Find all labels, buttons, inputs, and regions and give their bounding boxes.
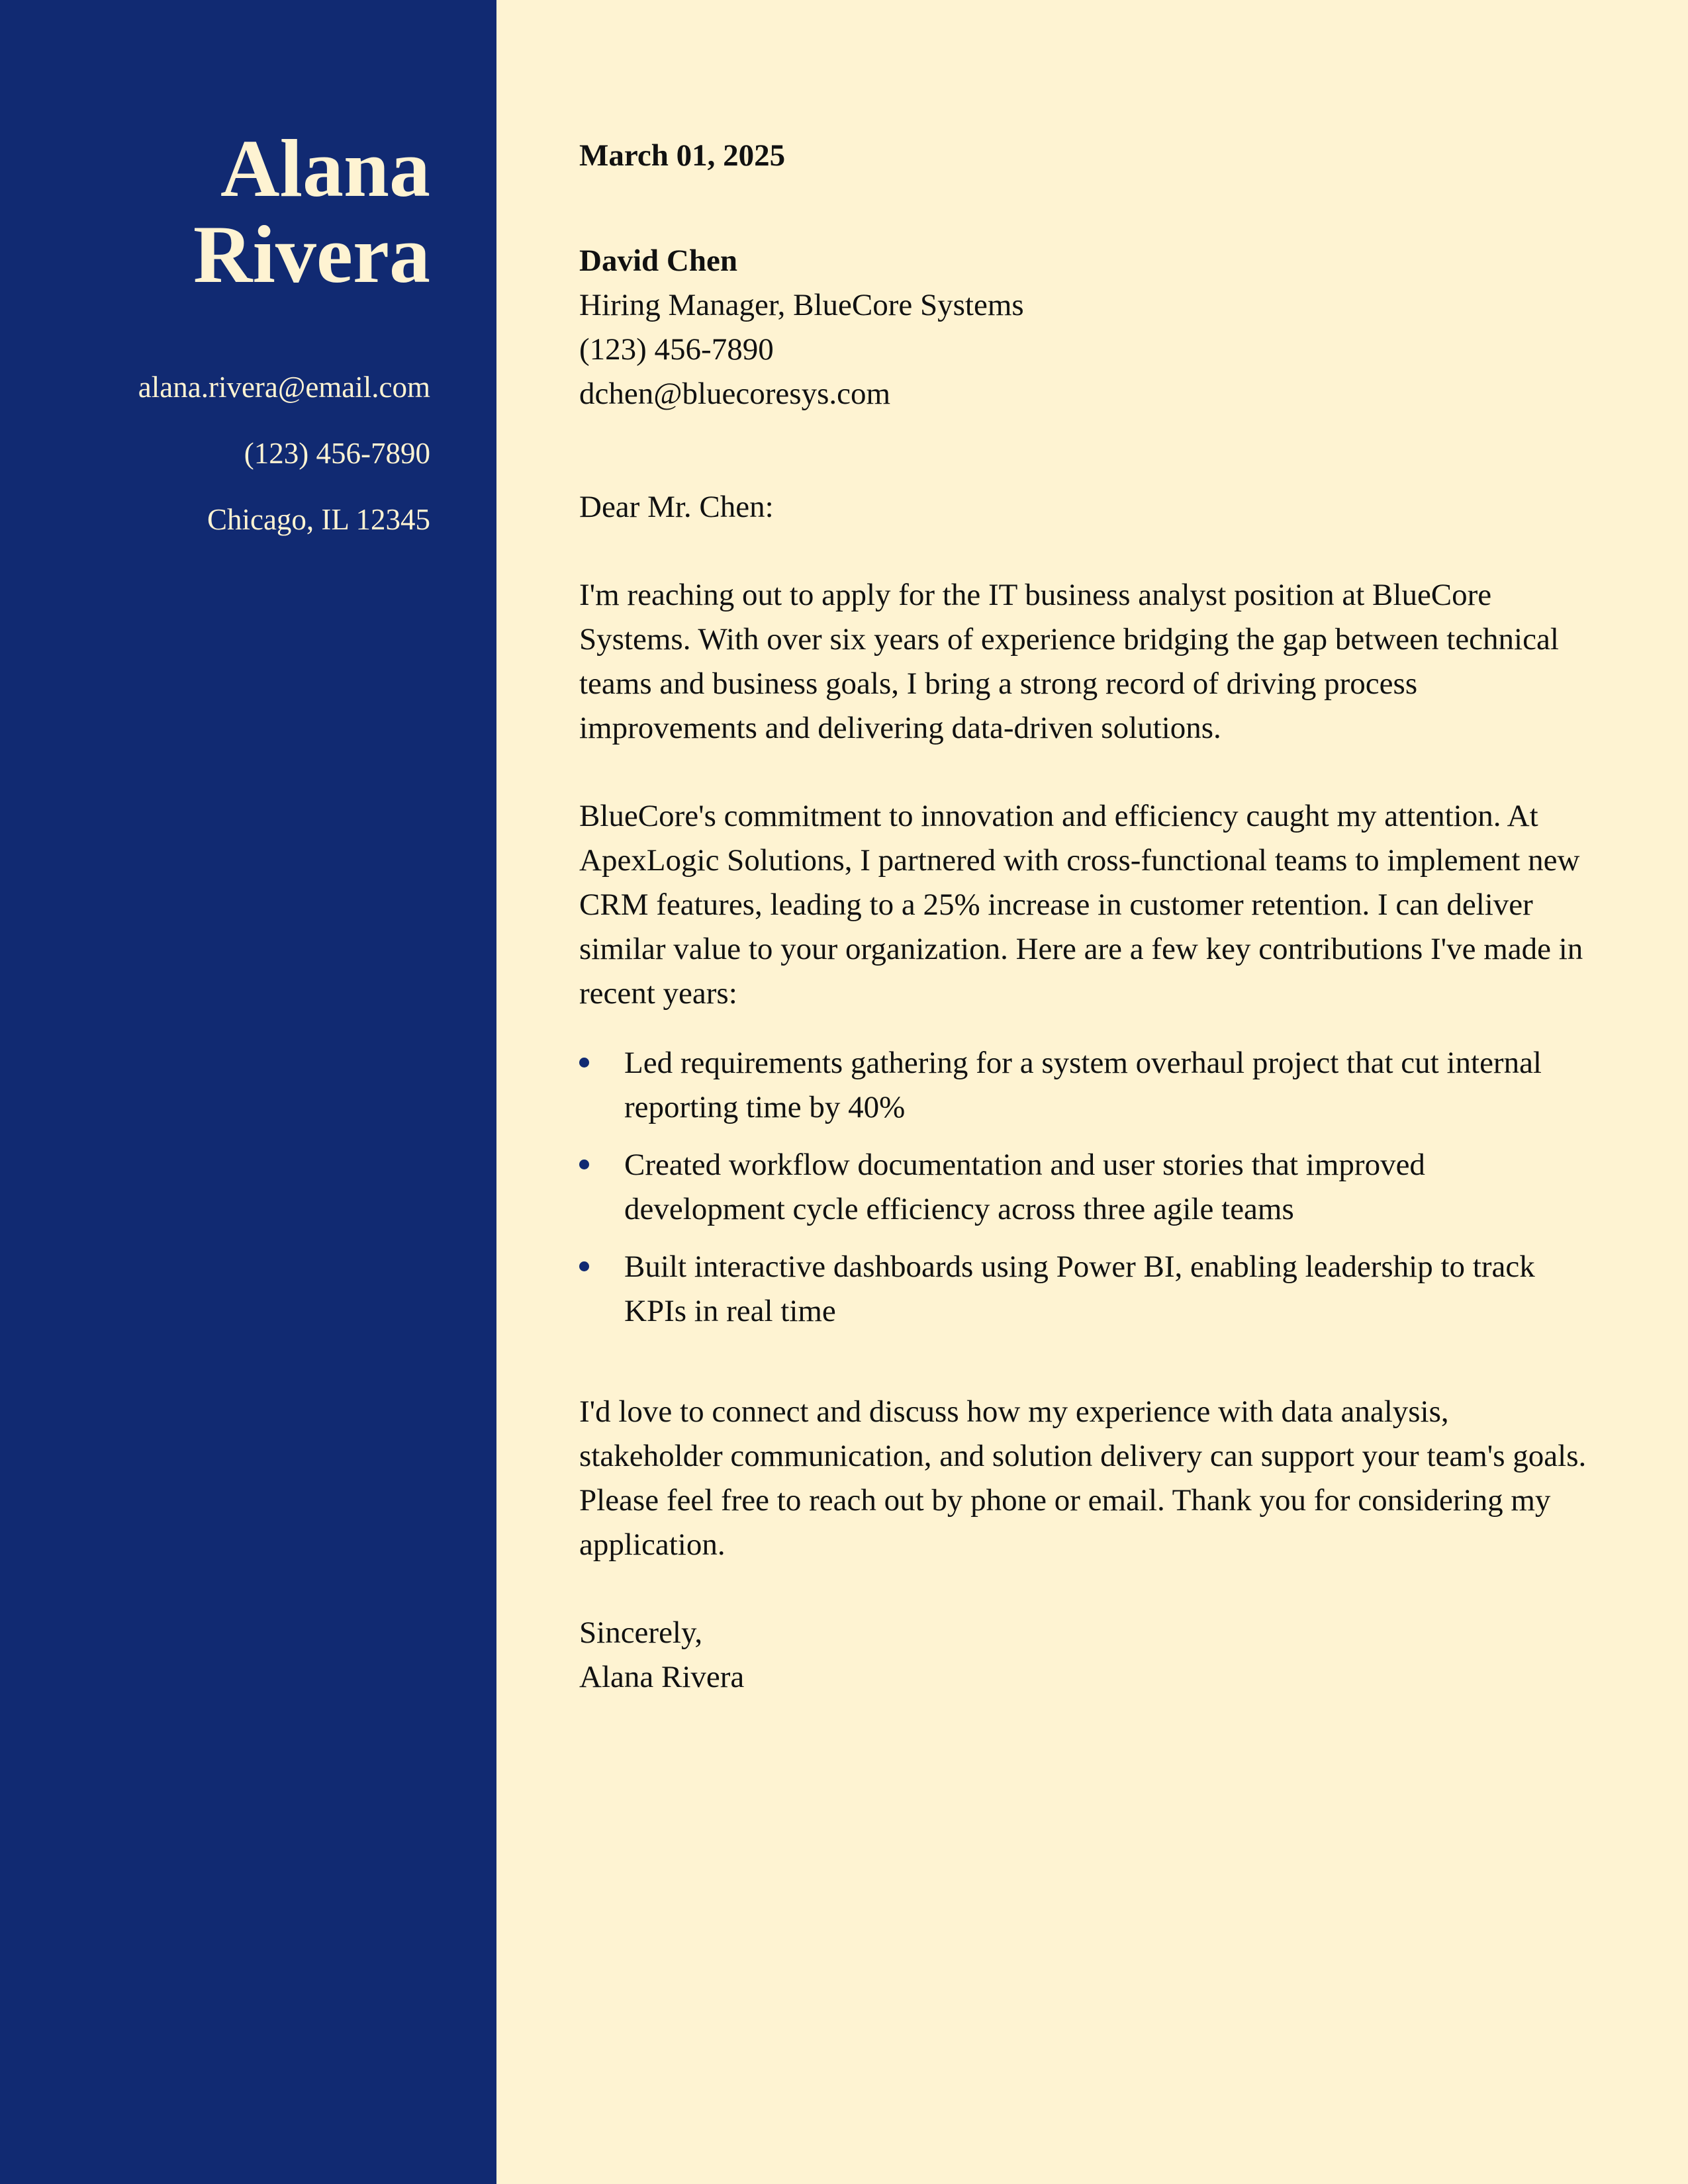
bullet-icon (579, 1160, 589, 1169)
sender-first-name: Alana (220, 123, 430, 214)
list-item-text: Created workflow documentation and user stories that improved development cycle efficiency across three agile teams (624, 1148, 1425, 1226)
sender-location: Chicago, IL 12345 (207, 503, 430, 536)
recipient-block (579, 239, 1024, 416)
sidebar (0, 0, 496, 2184)
signature-name: Alana Rivera (579, 1660, 745, 1694)
salutation: Dear Mr. Chen: (579, 490, 774, 524)
list-item-text: Led requirements gathering for a system overhaul project that cut internal reporting time by 40% (624, 1046, 1542, 1124)
sender-last-name: Rivera (193, 209, 430, 300)
list-item (579, 1041, 1592, 1130)
letter-date: March 01, 2025 (579, 138, 786, 173)
list-item-text: Built interactive dashboards using Power BI, enabling leadership to track KPIs in real time (624, 1250, 1535, 1328)
bullet-icon (579, 1261, 589, 1271)
paragraph-closing: I'd love to connect and discuss how my experience with data analysis, stakeholder communication, and solution delivery can support your team's goals. Please feel free to reach out by phone or email. Thank you for considering my application. (579, 1394, 1587, 1562)
bullet-icon (579, 1058, 589, 1068)
recipient-title: Hiring Manager, BlueCore Systems (579, 288, 1024, 322)
recipient-email: dchen@bluecoresys.com (579, 377, 891, 411)
paragraph-intro: I'm reaching out to apply for the IT business analyst position at BlueCore Systems. With over six years of experience bridging the gap between technical teams and business goals, I bring a strong record of driving process improvements and delivering data-driven solutions. (579, 578, 1559, 745)
recipient-phone: (123) 456-7890 (579, 332, 774, 367)
list-item (579, 1143, 1592, 1232)
closing-phrase: Sincerely, (579, 1615, 703, 1650)
contributions-list (579, 1041, 1592, 1347)
recipient-name: David Chen (579, 244, 737, 278)
paragraph-body: BlueCore's commitment to innovation and efficiency caught my attention. At ApexLogic Solutions, I partnered with cross-functional teams to implement new CRM features, leading to a 25% increase in customer retention. I can deliver similar value to your organization. Here are a few key contributions I've made in recent years: (579, 799, 1583, 1011)
sender-phone: (123) 456-7890 (244, 437, 430, 470)
sender-email: alana.rivera@email.com (138, 371, 430, 404)
sender-contact (7, 364, 430, 563)
sign-off (579, 1611, 744, 1700)
sender-name (20, 123, 430, 300)
list-item (579, 1245, 1592, 1334)
